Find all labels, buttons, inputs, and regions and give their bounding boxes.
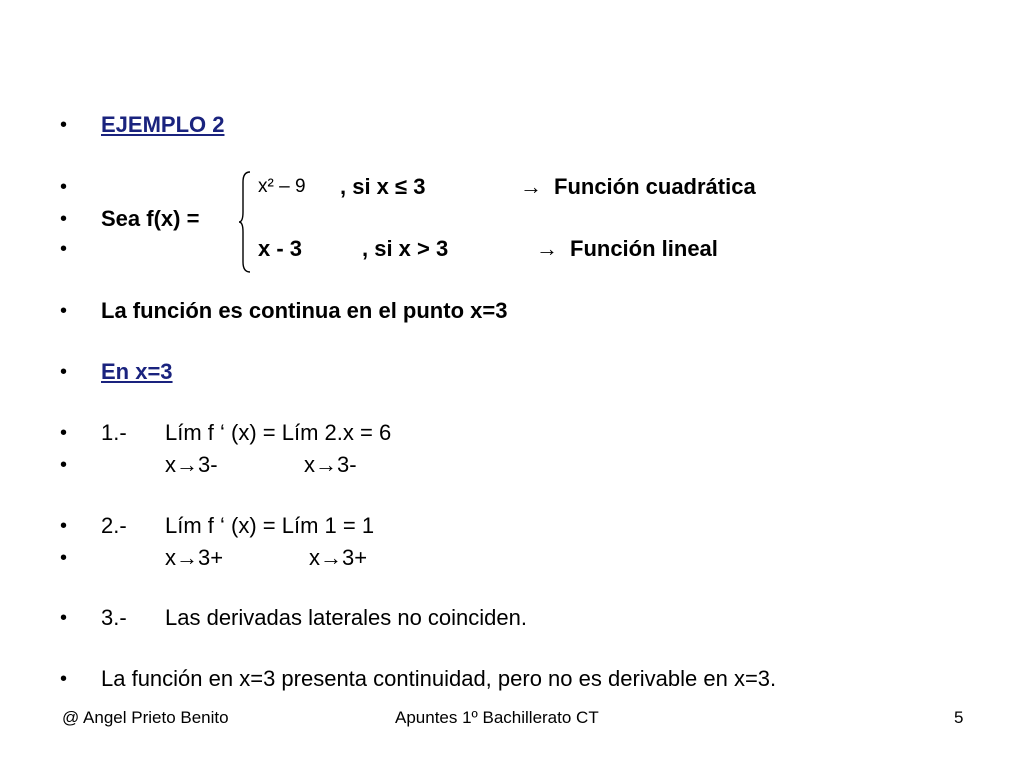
- point3-number: 3.-: [101, 605, 127, 630]
- arrow-right-icon: →: [536, 236, 558, 261]
- bullet: •: [60, 422, 68, 444]
- piece1-expression: x² – 9: [258, 176, 306, 197]
- limit2-subscript-left: x→3+: [165, 545, 224, 570]
- limit1-sub-row: [0, 448, 1024, 482]
- piece1-description: Función cuadrática: [554, 174, 756, 199]
- continuity-statement: La función es continua en el punto x=3: [101, 298, 508, 323]
- footer-course: Apuntes 1º Bachillerato CT: [395, 708, 599, 727]
- bullet: •: [60, 515, 68, 537]
- limit2-row: [0, 509, 1024, 543]
- bullet: •: [60, 176, 68, 198]
- slide-title: EJEMPLO 2: [101, 112, 225, 137]
- section-heading: En x=3: [101, 359, 173, 384]
- point3-text: Las derivadas laterales no coinciden.: [165, 605, 528, 630]
- section-row: [0, 355, 1024, 389]
- piece1-condition: , si x ≤ 3: [340, 174, 426, 199]
- limit1-subscript-right: x→3-: [304, 452, 357, 477]
- bullet: •: [60, 114, 68, 136]
- limit1-subscript-left: x→3-: [165, 452, 218, 477]
- footer-author: @ Angel Prieto Benito: [62, 708, 229, 727]
- limit2-expression: Lím f ‘ (x) = Lím 1 = 1: [165, 513, 375, 538]
- conclusion-row: [0, 662, 1024, 696]
- bullet: •: [60, 547, 68, 569]
- piece2-condition: , si x > 3: [362, 236, 449, 261]
- limit1-number: 1.-: [101, 420, 127, 445]
- footer-page-number: 5: [954, 708, 964, 727]
- conclusion-text: La función en x=3 presenta continuidad, pero no es derivable en x=3.: [101, 666, 777, 691]
- bullet: •: [60, 208, 68, 230]
- piece-row-1: [0, 170, 1024, 204]
- limit1-row: [0, 416, 1024, 450]
- bullet: •: [60, 668, 68, 690]
- limit2-sub-row: [0, 541, 1024, 575]
- bullet: •: [60, 607, 68, 629]
- piece-row-2: [0, 232, 1024, 266]
- piece2-expression: x - 3: [258, 236, 303, 261]
- limit2-subscript-right: x→3+: [309, 545, 368, 570]
- piece2-description: Función lineal: [570, 236, 718, 261]
- bullet: •: [60, 454, 68, 476]
- arrow-right-icon: →: [520, 174, 542, 199]
- sea-row: [0, 202, 1024, 236]
- limit1-expression: Lím f ‘ (x) = Lím 2.x = 6: [165, 420, 392, 445]
- bullet: •: [60, 238, 68, 260]
- continuity-row: [0, 294, 1024, 328]
- limit2-number: 2.-: [101, 513, 127, 538]
- slide-title-row: [0, 108, 1024, 142]
- bullet: •: [60, 361, 68, 383]
- point3-row: [0, 601, 1024, 635]
- function-definition-label: Sea f(x) =: [101, 206, 200, 231]
- bullet: •: [60, 300, 68, 322]
